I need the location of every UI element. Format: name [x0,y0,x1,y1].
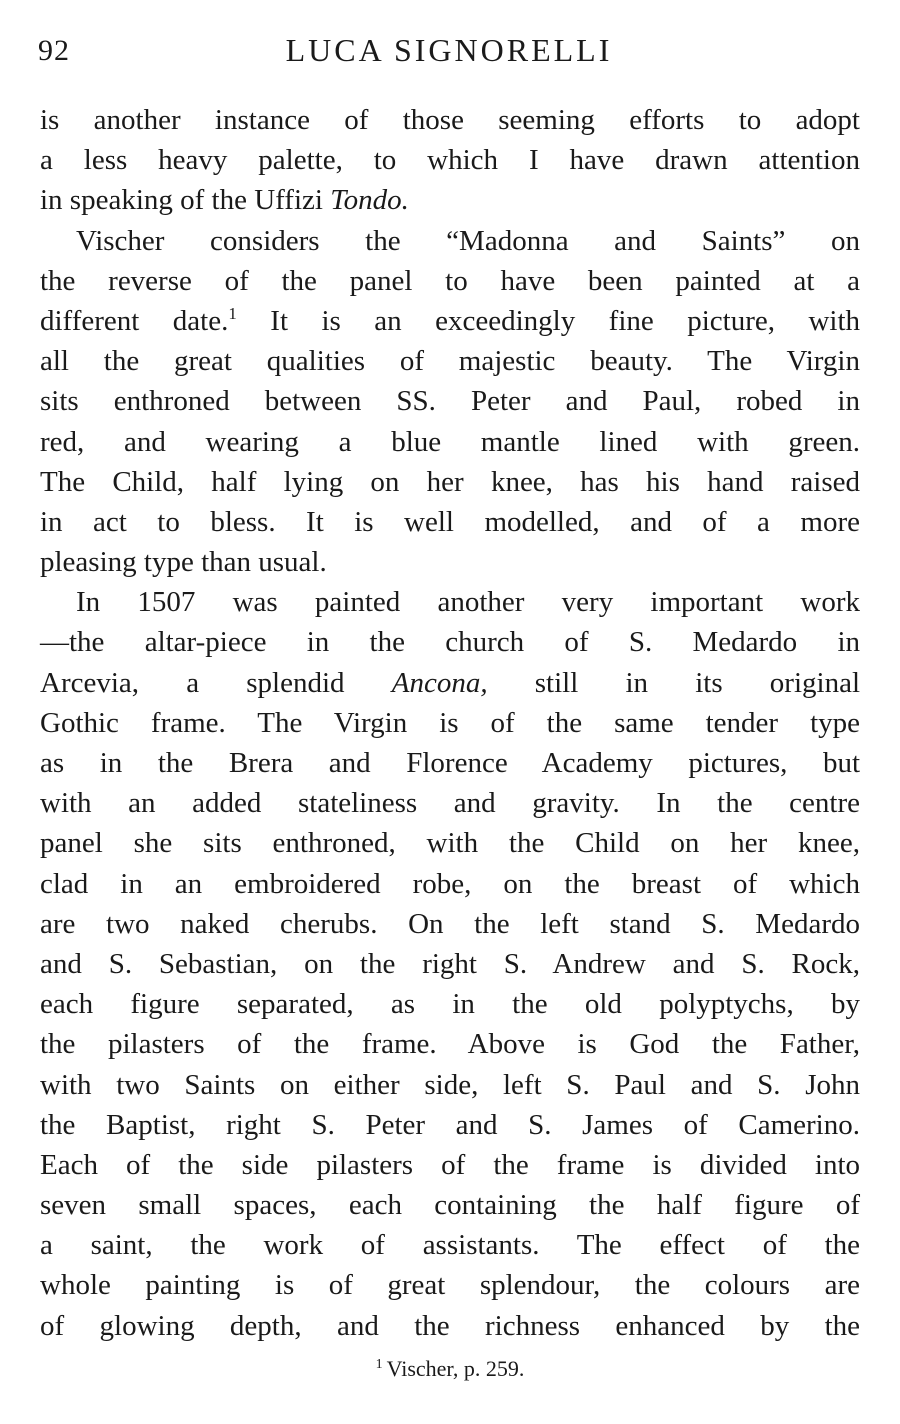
footnote-reference: 1 [228,303,237,323]
text-span: Arcevia, a splendid [40,666,345,699]
text-line: panel she sits enthroned, with the Child on her knee, [40,827,860,860]
text-line: is another instance of those seeming efforts to adopt [40,104,860,136]
text-line: all the great qualities of majestic beauty. The Virgin [40,345,860,378]
text-span: still in its original [487,666,860,699]
text-line: a less heavy palette, to which I have drawn attention [40,144,860,177]
text-line: sits enthroned between SS. Peter and Paul, robed in [40,385,860,418]
text-line: with an added stateliness and gravity. In the centre [40,787,860,820]
text-line: the Baptist, right S. Peter and S. James of Camerino. [40,1108,860,1141]
text-line: Gothic frame. The Virgin is of the same tender type [40,706,860,739]
text-line: Each of the side pilasters of the frame is divided into [40,1148,860,1181]
text-line [40,180,860,220]
body-text [40,100,860,1346]
page-number: 92 [38,34,70,67]
footnote-mark: 1 [375,1357,383,1372]
text-span: It is an exceedingly fine picture, with [236,304,861,337]
text-line: with two Saints on either side, left S. Paul and S. John [40,1068,860,1101]
running-title: LUCA SIGNORELLI [285,32,613,68]
text-span: different date. [40,304,229,337]
paragraph-start-line: In 1507 was painted another very important work [76,586,860,619]
text-line: are two naked cherubs. On the left stand S. Medardo [40,907,860,940]
text-line: pleasing type than usual. [40,546,327,579]
text-line: each figure separated, as in the old polyptychs, by [40,988,860,1021]
footnote [0,1356,900,1382]
text-line: The Child, half lying on her knee, has his hand raised [40,465,860,498]
text-line: as in the Brera and Florence Academy pictures, but [40,747,860,779]
paragraph-start-line: Vischer considers the “Madonna and Saints” on [76,224,860,257]
text-line: a saint, the work of assistants. The effect of the [40,1229,860,1262]
text-line: of glowing depth, and the richness enhanced by the [40,1309,860,1342]
text-line: the reverse of the panel to have been painted at a [40,264,860,297]
text-line: in act to bless. It is well modelled, and of a more [40,505,860,538]
text-line [40,663,860,703]
text-line: whole painting is of great splendour, the colours are [40,1269,860,1302]
text-line: the pilasters of the frame. Above is God the Father, [40,1028,860,1061]
text-line: seven small spaces, each containing the half figure of [40,1189,860,1222]
italic-term: Ancona, [391,666,488,699]
text-span: in speaking of the Uffizi [40,184,323,217]
text-line [40,301,860,341]
text-line: red, and wearing a blue mantle lined with green. [40,425,860,458]
italic-title: Tondo. [330,184,409,217]
text-line: —the altar-piece in the church of S. Medardo in [40,626,860,659]
text-line: clad in an embroidered robe, on the breast of which [40,867,860,900]
page-header [38,28,860,76]
text-line: and S. Sebastian, on the right S. Andrew and S. Rock, [40,947,860,980]
footnote-text: Vischer, p. 259. [386,1356,525,1381]
